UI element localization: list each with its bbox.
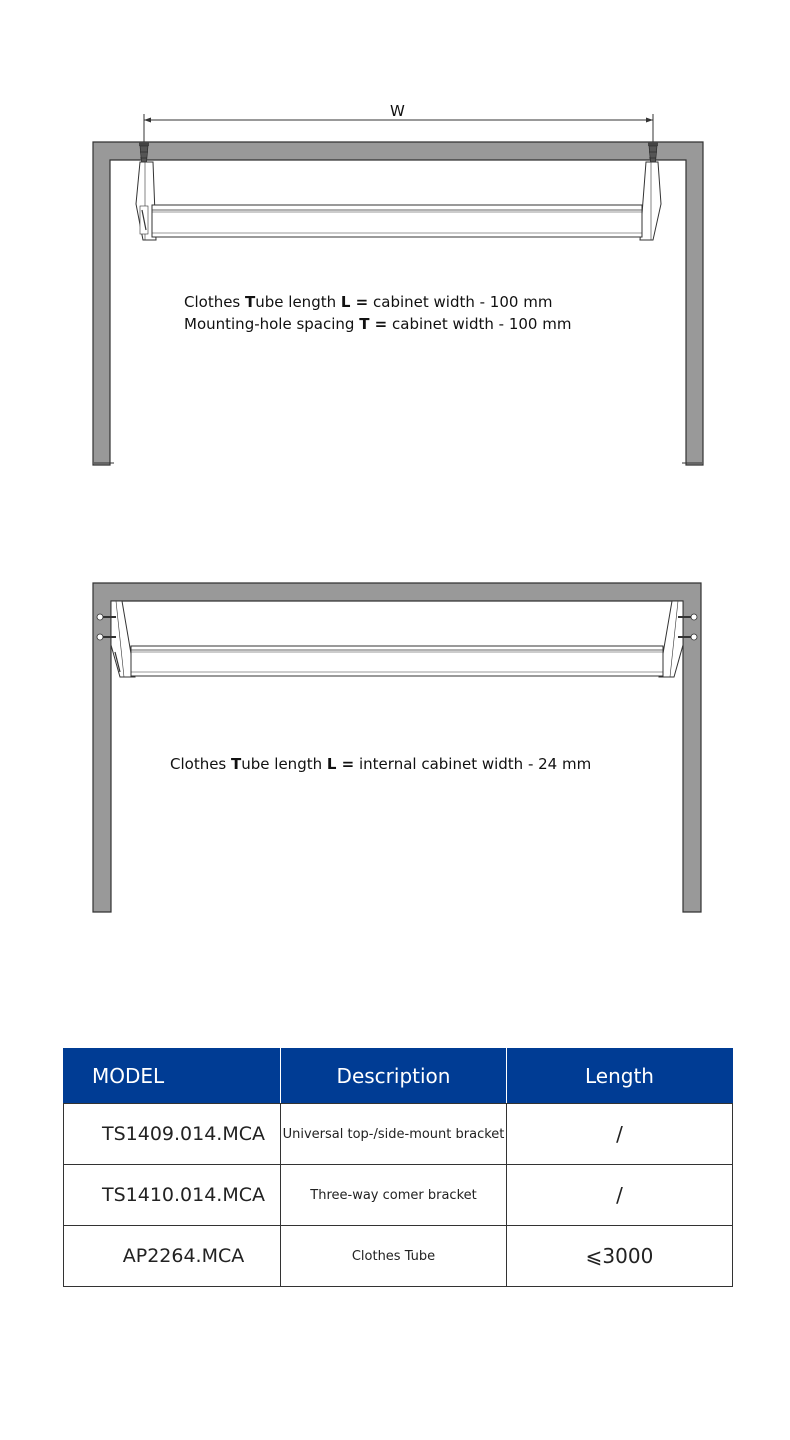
formula-segment: T	[231, 755, 242, 773]
formula-segment: Clothes	[184, 293, 246, 311]
formula-segment: ube length	[255, 293, 341, 311]
spec-table	[63, 1048, 733, 1287]
formula-segment: L =	[340, 293, 369, 311]
top-formula-line-2	[184, 313, 571, 335]
clothes-tube-side	[131, 646, 663, 676]
table-row	[64, 1165, 733, 1226]
formula-segment: Mounting-hole spacing	[184, 315, 360, 333]
header-length: Length	[507, 1049, 733, 1104]
formula-segment: cabinet width - 100 mm	[368, 293, 553, 311]
clothes-tube-top	[152, 205, 642, 237]
formula-segment: T	[245, 293, 256, 311]
cell-length: ⩽3000	[507, 1226, 733, 1287]
cell-length: /	[507, 1165, 733, 1226]
bottom-formula-line-1	[170, 753, 591, 775]
cabinet-frame	[93, 583, 701, 912]
top-mount-diagram	[0, 0, 790, 480]
header-model: MODEL	[64, 1049, 281, 1104]
top-formula-line-1	[184, 291, 552, 313]
width-dimension-label: W	[390, 102, 405, 120]
formula-segment: ube length	[241, 755, 327, 773]
cell-description: Three-way comer bracket	[281, 1165, 507, 1226]
table-row	[64, 1104, 733, 1165]
formula-segment: L =	[326, 755, 355, 773]
cell-description: Universal top-/side-mount bracket	[281, 1104, 507, 1165]
top-mount-drawing	[0, 0, 790, 480]
cell-description: Clothes Tube	[281, 1226, 507, 1287]
cell-model: AP2264.MCA	[64, 1226, 281, 1287]
cell-model: TS1409.014.MCA	[64, 1104, 281, 1165]
cell-model: TS1410.014.MCA	[64, 1165, 281, 1226]
cell-length: /	[507, 1104, 733, 1165]
right-top-bracket	[640, 162, 661, 240]
formula-segment: T =	[359, 315, 388, 333]
header-description: Description	[281, 1049, 507, 1104]
formula-segment: Clothes	[170, 755, 232, 773]
table-row	[64, 1226, 733, 1287]
formula-segment: internal cabinet width - 24 mm	[354, 755, 592, 773]
table-header-row	[64, 1049, 733, 1104]
side-mount-drawing	[0, 560, 790, 930]
side-mount-diagram	[0, 560, 790, 930]
formula-segment: cabinet width - 100 mm	[387, 315, 572, 333]
